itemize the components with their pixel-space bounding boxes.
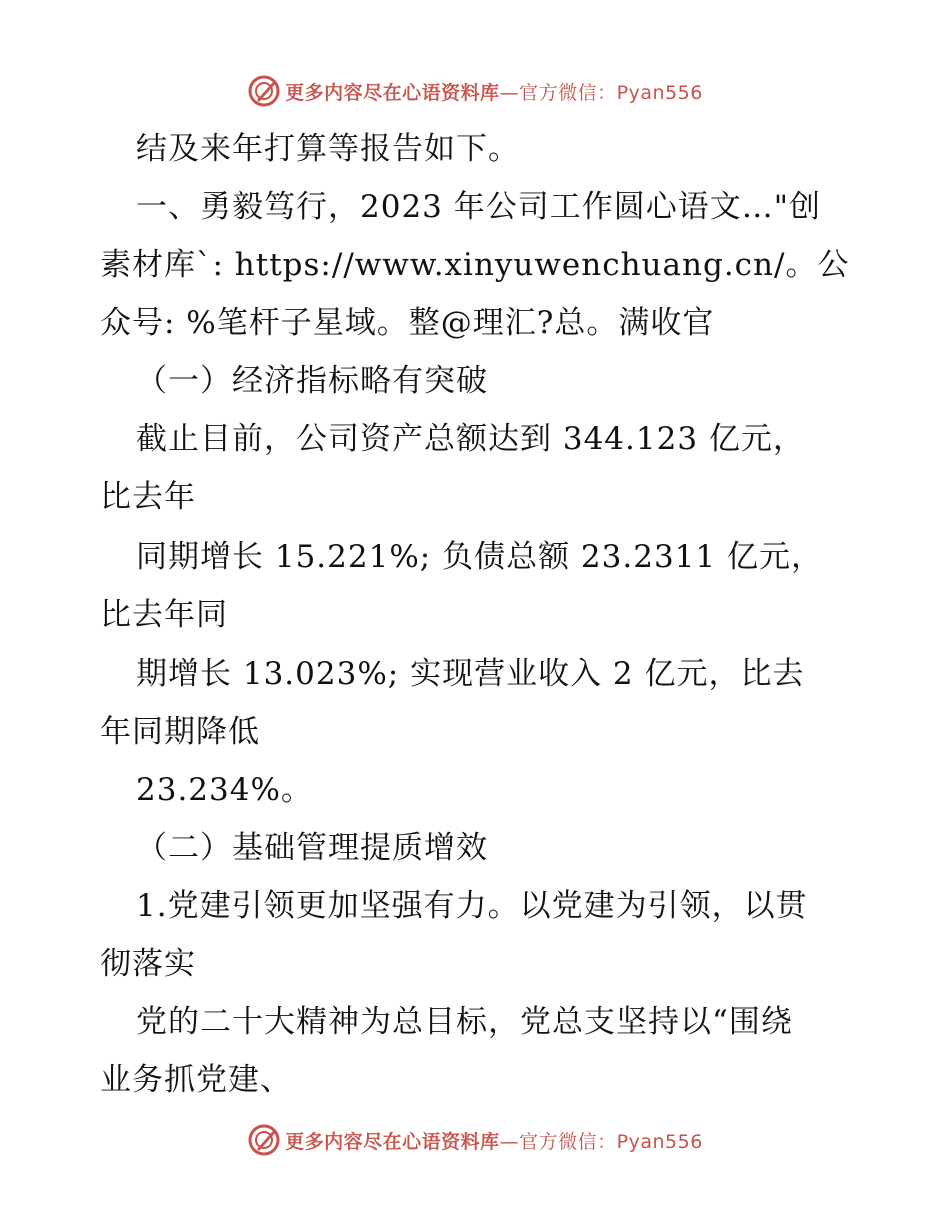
body-line: 期增长 13.023%; 实现营业收入 2 亿元，比去 bbox=[136, 656, 805, 692]
header-banner bbox=[0, 71, 950, 111]
footer-banner bbox=[0, 1120, 950, 1160]
subsection-heading: （二）基础管理提质增效 bbox=[136, 830, 488, 866]
subsection-heading: （一）经济指标略有突破 bbox=[136, 363, 488, 399]
body-line: 业务抓党建、 bbox=[100, 1062, 292, 1098]
body-line: 结及来年打算等报告如下。 bbox=[136, 131, 520, 167]
body-line: 比去年 bbox=[100, 479, 196, 515]
pen-logo-icon bbox=[247, 1123, 281, 1157]
body-line: 彻落实 bbox=[100, 946, 196, 982]
body-line: 比去年同 bbox=[100, 597, 228, 633]
body-line: 素材库`: https://www.xinyuwenchuang.cn/。公 bbox=[100, 247, 850, 283]
body-line: 党的二十大精神为总目标，党总支坚持以“围绕 bbox=[136, 1004, 793, 1040]
header-banner-text: 更多内容尽在心语资料库—官方微信：Pyan556 bbox=[285, 81, 703, 104]
body-line: 截止目前，公司资产总额达到 344.123 亿元， bbox=[136, 421, 805, 457]
section-heading: 一、勇毅笃行，2023 年公司工作圆心语文…"创 bbox=[136, 189, 822, 225]
body-line: 同期增长 15.221%; 负债总额 23.2311 亿元， bbox=[136, 539, 823, 575]
body-line: 23.234%。 bbox=[136, 772, 313, 808]
pen-logo-icon bbox=[247, 74, 281, 108]
body-line: 年同期降低 bbox=[100, 714, 260, 750]
body-line: 1.党建引领更加坚强有力。以党建为引领，以贯 bbox=[136, 888, 808, 924]
body-line: 众号: %笔杆子星域。整@理汇?总。满收官 bbox=[100, 305, 715, 341]
footer-banner-text: 更多内容尽在心语资料库—官方微信：Pyan556 bbox=[285, 1130, 703, 1153]
